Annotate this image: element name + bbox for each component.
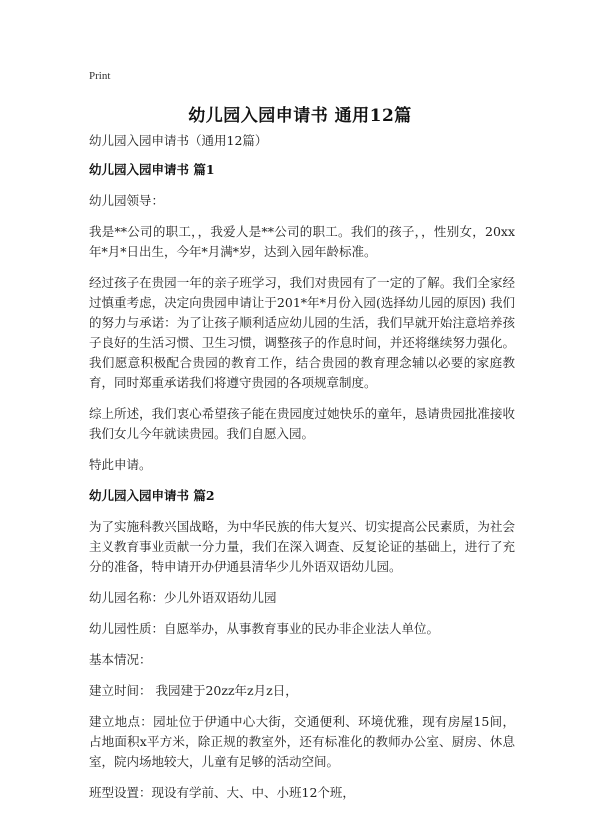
paragraph: 建立时间： 我园建于20zz年z月z日， xyxy=(89,683,298,698)
page-title: 幼儿园入园申请书 通用12篇 xyxy=(188,106,412,126)
paragraph: 幼儿园名称：少儿外语双语幼儿园 xyxy=(89,590,277,605)
paragraph: 幼儿园性质：自愿举办，从事教育事业的民办非企业法人单位。 xyxy=(89,621,440,636)
paragraph: 经过孩子在贵园一年的亲子班学习，我们对贵园有了一定的了解。我们全家经过慎重考虑，决定向贵园申请让于201*年*月份入园(选择幼儿园的原因) 我们的努力与承诺：为了让孩子顺利适应幼儿园的生活，我们早就开始注意培养孩子良好的生活习惯、卫生习惯，调整孩子的作息时间，并还将继续努力强化。我们愿意积极配合贵园的教育工作，结合贵园的教育理念辅以必要的家庭教育，同时郑重承诺我们将遵守贵园的各项规章制度。 xyxy=(89,275,515,390)
print-link[interactable]: Print xyxy=(89,70,111,82)
paragraph: 我是**公司的职工，，我爱人是**公司的职工。我们的孩子，，性别女，20xx年*月*日出生，今年*月满*岁，达到入园年龄标准。 xyxy=(89,224,515,259)
paragraph: 班型设置：现设有学前、大、中、小班12个班， xyxy=(89,785,355,800)
section-heading-2: 幼儿园入园申请书 篇2 xyxy=(89,488,215,503)
section-heading-1: 幼儿园入园申请书 篇1 xyxy=(89,162,215,177)
paragraph: 建立地点：园址位于伊通中心大街，交通便利、环境优雅，现有房屋15间，占地面积x平方米，除正规的教室外，还有标准化的教师办公室、厨房、休息室，院内场地较大，儿童有足够的活动空间。 xyxy=(89,714,515,769)
paragraph: 为了实施科教兴国战略，为中华民族的伟大复兴、切实提高公民素质，为社会主义教育事业贡献一分力量，我们在深入调查、反复论证的基础上，进行了充分的准备，特申请开办伊通县清华少儿外语双语幼儿园。 xyxy=(89,519,515,574)
article-subtitle: 幼儿园入园申请书（通用12篇） xyxy=(89,133,268,148)
article-body xyxy=(89,131,515,814)
paragraph: 幼儿园领导： xyxy=(89,193,165,208)
paragraph: 特此申请。 xyxy=(89,457,152,472)
paragraph: 基本情况： xyxy=(89,652,152,667)
paragraph: 综上所述，我们衷心希望孩子能在贵园度过她快乐的童年，恳请贵园批准接收我们女儿今年就读贵园。我们自愿入园。 xyxy=(89,406,515,441)
